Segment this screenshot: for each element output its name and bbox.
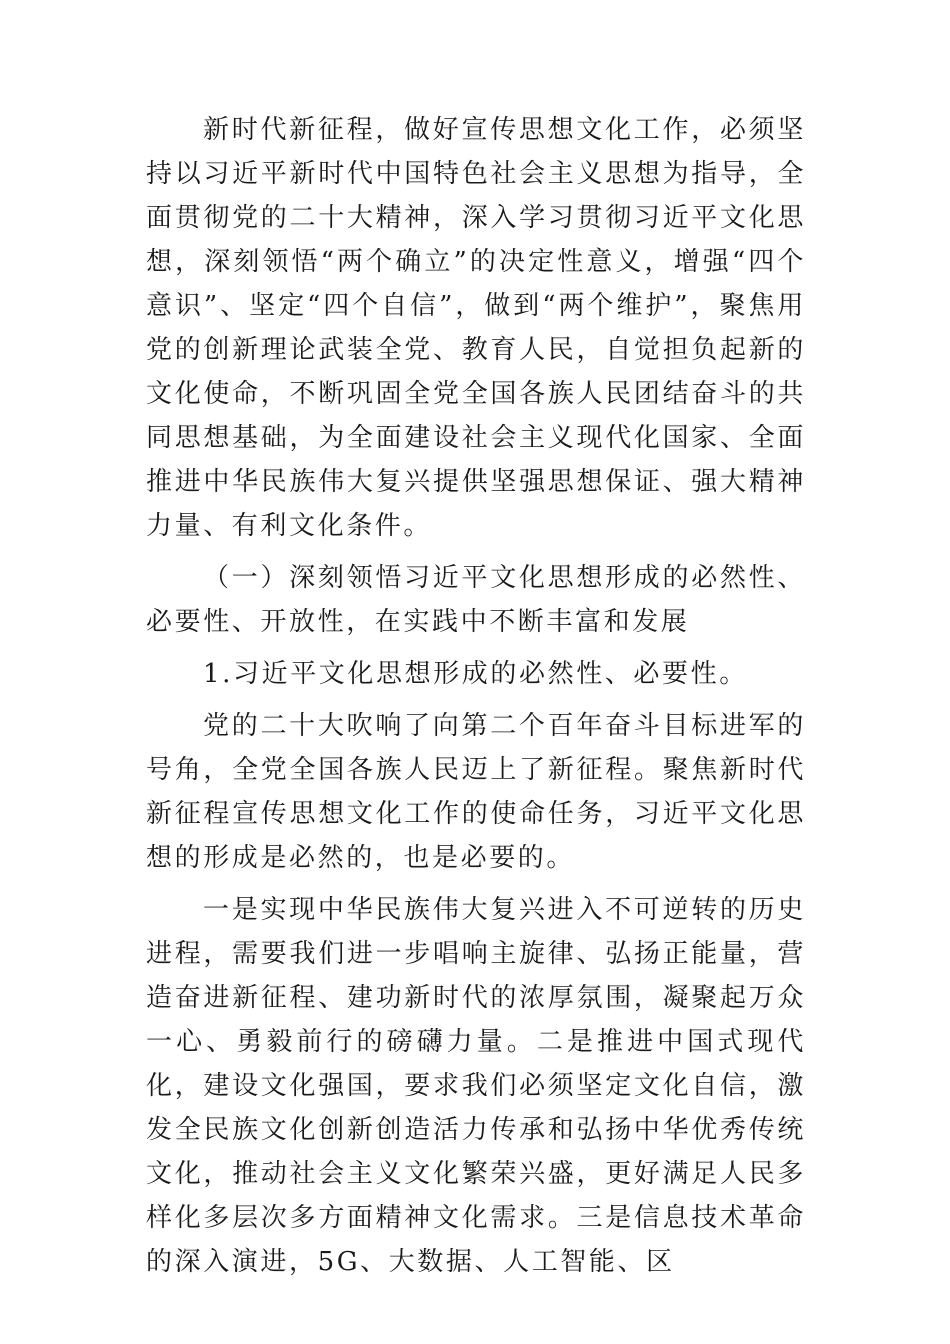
body-paragraph: 党的二十大吹响了向第二个百年奋斗目标进军的号角，全党全国各族人民迈上了新征程。聚焦新时代新征程宣传思想文化工作的使命任务，习近平文化思想的形成是必然的，也是必要的。: [146, 711, 806, 873]
document-body: [146, 108, 806, 1284]
section-heading: （一）深刻领悟习近平文化思想形成的必然性、必要性、开放性，在实践中不断丰富和发展: [146, 563, 806, 637]
intro-paragraph: 新时代新征程，做好宣传思想文化工作，必须坚持以习近平新时代中国特色社会主义思想为指导，全面贯彻党的二十大精神，深入学习贯彻习近平文化思想，深刻领悟“两个确立”的决定性意义，增强“四个意识”、坚定“四个自信”，做到“两个维护”，聚焦用党的创新理论武装全党、教育人民，自觉担负起新的文化使命，不断巩固全党全国各族人民团结奋斗的共同思想基础，为全面建设社会主义现代化国家、全面推进中华民族伟大复兴提供坚强思想保证、强大精神力量、有利文化条件。: [146, 115, 806, 541]
body-paragraph: 一是实现中华民族伟大复兴进入不可逆转的历史进程，需要我们进一步唱响主旋律、弘扬正能量，营造奋进新征程、建功新时代的浓厚氛围，凝聚起万众一心、勇毅前行的磅礴力量。二是推进中国式现代化，建设文化强国，要求我们必须坚定文化自信，激发全民族文化创新创造活力传承和弘扬中华优秀传统文化，推动社会主义文化繁荣兴盛，更好满足人民多样化多层次多方面精神文化需求。三是信息技术革命的深入演进，5G、大数据、人工智能、区: [146, 895, 806, 1277]
subheading: 1.习近平文化思想形成的必然性、必要性。: [203, 659, 748, 689]
